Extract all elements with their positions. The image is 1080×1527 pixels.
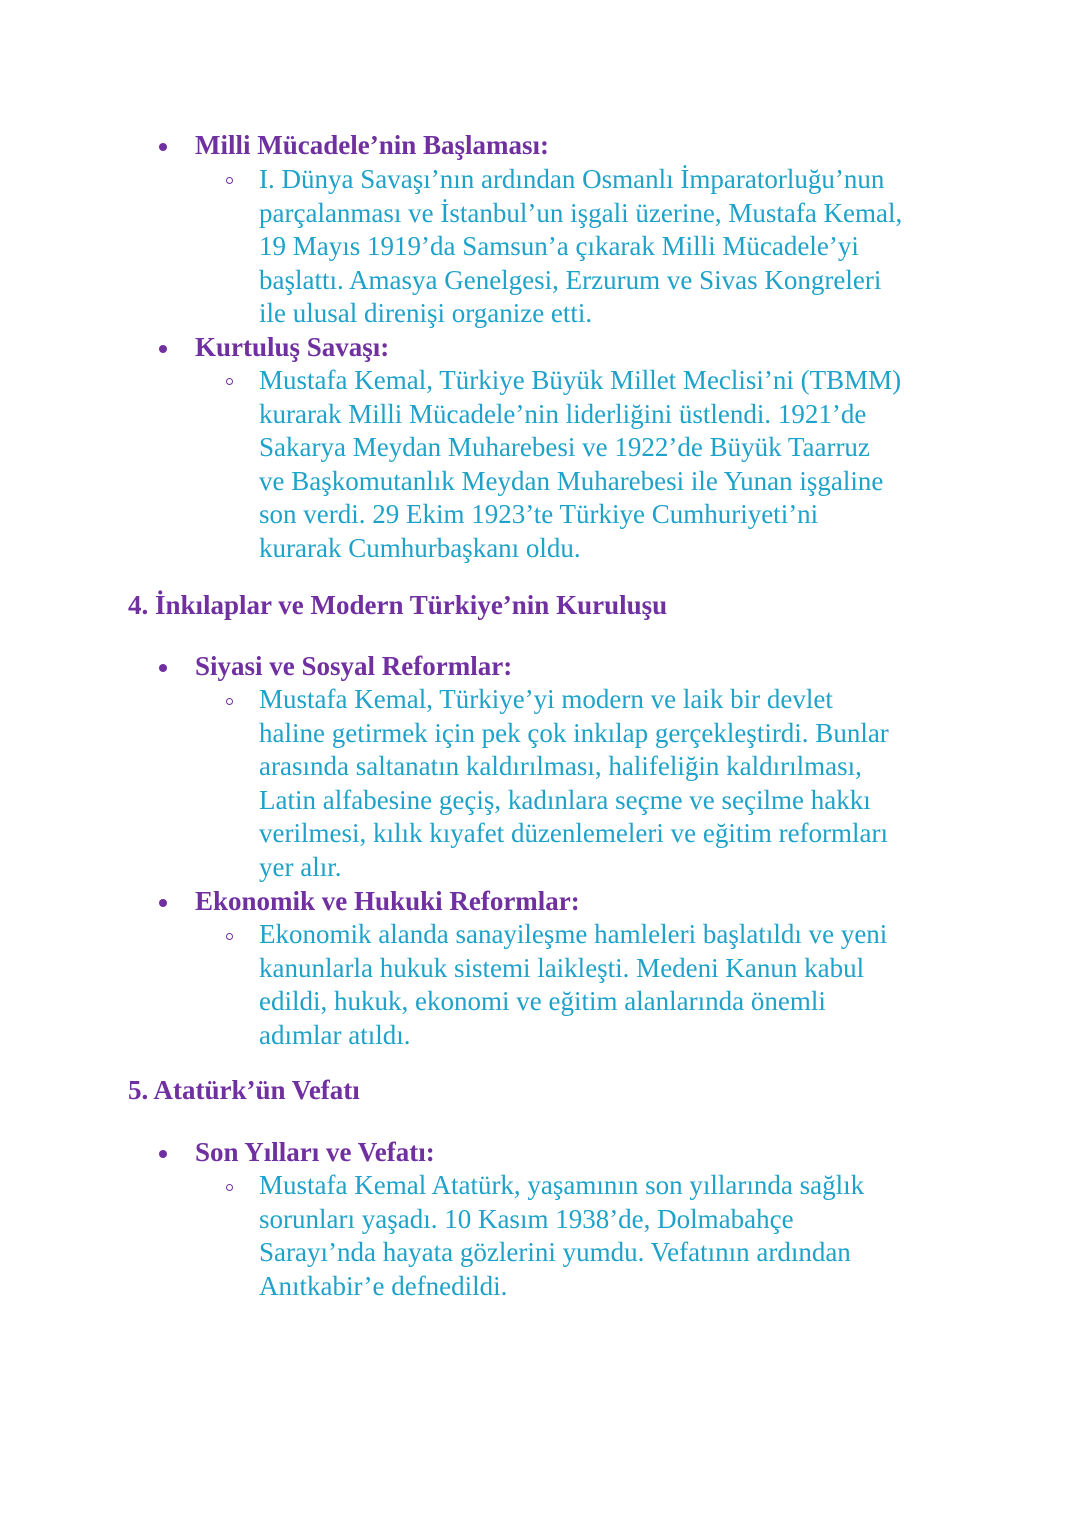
section-heading-inkilaplar: 4. İnkılaplar ve Modern Türkiye’nin Kuruluşu — [128, 590, 668, 620]
paragraph-son-yillari — [259, 1169, 864, 1303]
paragraph-line: verilmesi, kılık kıyafet düzenlemeleri ve eğitim reformları — [259, 818, 889, 848]
bullet-icon — [159, 664, 167, 672]
paragraph-line: başlattı. Amasya Genelgesi, Erzurum ve Sivas Kongreleri — [259, 264, 882, 295]
bullet-icon — [159, 345, 167, 353]
topic-title-ekonomik-hukuki: Ekonomik ve Hukuki Reformlar: — [195, 886, 580, 916]
sub-bullet-icon — [226, 933, 233, 940]
paragraph-line: Sarayı’nda hayata gözlerini yumdu. Vefatının ardından — [259, 1237, 851, 1267]
topic-title-son-yillari: Son Yılları ve Vefatı: — [195, 1137, 435, 1167]
bullet-icon — [159, 1150, 167, 1158]
topic-title-milli-mucadele: Milli Mücadele’nin Başlaması: — [195, 130, 549, 160]
paragraph-line: adımlar atıldı. — [259, 1019, 411, 1050]
paragraph-line: Ekonomik alanda sanayileşme hamleleri başlatıldı ve yeni — [259, 919, 888, 949]
bullet-icon — [159, 143, 167, 151]
paragraph-line: kurarak Milli Mücadele’nin liderliğini üstlendi. 1921’de — [259, 398, 867, 429]
section-heading-vefat: 5. Atatürk’ün Vefatı — [128, 1075, 360, 1105]
paragraph-line: edildi, hukuk, ekonomi ve eğitim alanlarında önemli — [259, 986, 826, 1016]
paragraph-line: kurarak Cumhurbaşkanı oldu. — [259, 532, 581, 563]
paragraph-kurtulus-savasi — [259, 364, 901, 565]
bullet-icon — [159, 899, 167, 907]
paragraph-line: 19 Mayıs 1919’da Samsun’a çıkarak Milli Mücadele’yi — [259, 231, 859, 261]
paragraph-line: kanunlarla hukuk sistemi laikleşti. Medeni Kanun kabul — [259, 952, 865, 983]
paragraph-siyasi-sosyal — [259, 683, 889, 884]
paragraph-line: Latin alfabesine geçiş, kadınlara seçme ve seçilme hakkı — [259, 784, 871, 815]
paragraph-line: arasında saltanatın kaldırılması, halifeliğin kaldırılması, — [259, 751, 862, 781]
paragraph-line: haline getirmek için pek çok inkılap gerçekleştirdi. Bunlar — [259, 717, 889, 748]
paragraph-line: ile ulusal direnişi organize etti. — [259, 298, 593, 328]
sub-bullet-icon — [226, 177, 233, 184]
paragraph-line: son verdi. 29 Ekim 1923’te Türkiye Cumhuriyeti’ni — [259, 499, 819, 529]
paragraph-line: Anıtkabir’e defnedildi. — [259, 1270, 508, 1301]
sub-bullet-icon — [226, 698, 233, 705]
sub-bullet-icon — [226, 378, 233, 385]
paragraph-milli-mucadele — [259, 163, 902, 331]
paragraph-line: Sakarya Meydan Muharebesi ve 1922’de Büyük Taarruz — [259, 432, 870, 462]
paragraph-line: Mustafa Kemal, Türkiye Büyük Millet Meclisi’ni (TBMM) — [259, 365, 902, 395]
topic-title-kurtulus-savasi: Kurtuluş Savaşı: — [195, 332, 390, 362]
paragraph-line: ve Başkomutanlık Meydan Muharebesi ile Yunan işgaline — [259, 465, 884, 496]
paragraph-ekonomik-hukuki — [259, 918, 887, 1052]
sub-bullet-icon — [226, 1184, 233, 1191]
topic-title-siyasi-sosyal: Siyasi ve Sosyal Reformlar: — [195, 651, 513, 681]
paragraph-line: Mustafa Kemal, Türkiye’yi modern ve laik bir devlet — [259, 684, 833, 714]
paragraph-line: Mustafa Kemal Atatürk, yaşamının son yıllarında sağlık — [259, 1170, 865, 1200]
paragraph-line: sorunları yaşadı. 10 Kasım 1938’de, Dolmabahçe — [259, 1203, 794, 1234]
paragraph-line: yer alır. — [259, 851, 342, 882]
paragraph-line: I. Dünya Savaşı’nın ardından Osmanlı İmparatorluğu’nun — [259, 164, 885, 194]
paragraph-line: parçalanması ve İstanbul’un işgali üzerine, Mustafa Kemal, — [259, 197, 903, 228]
